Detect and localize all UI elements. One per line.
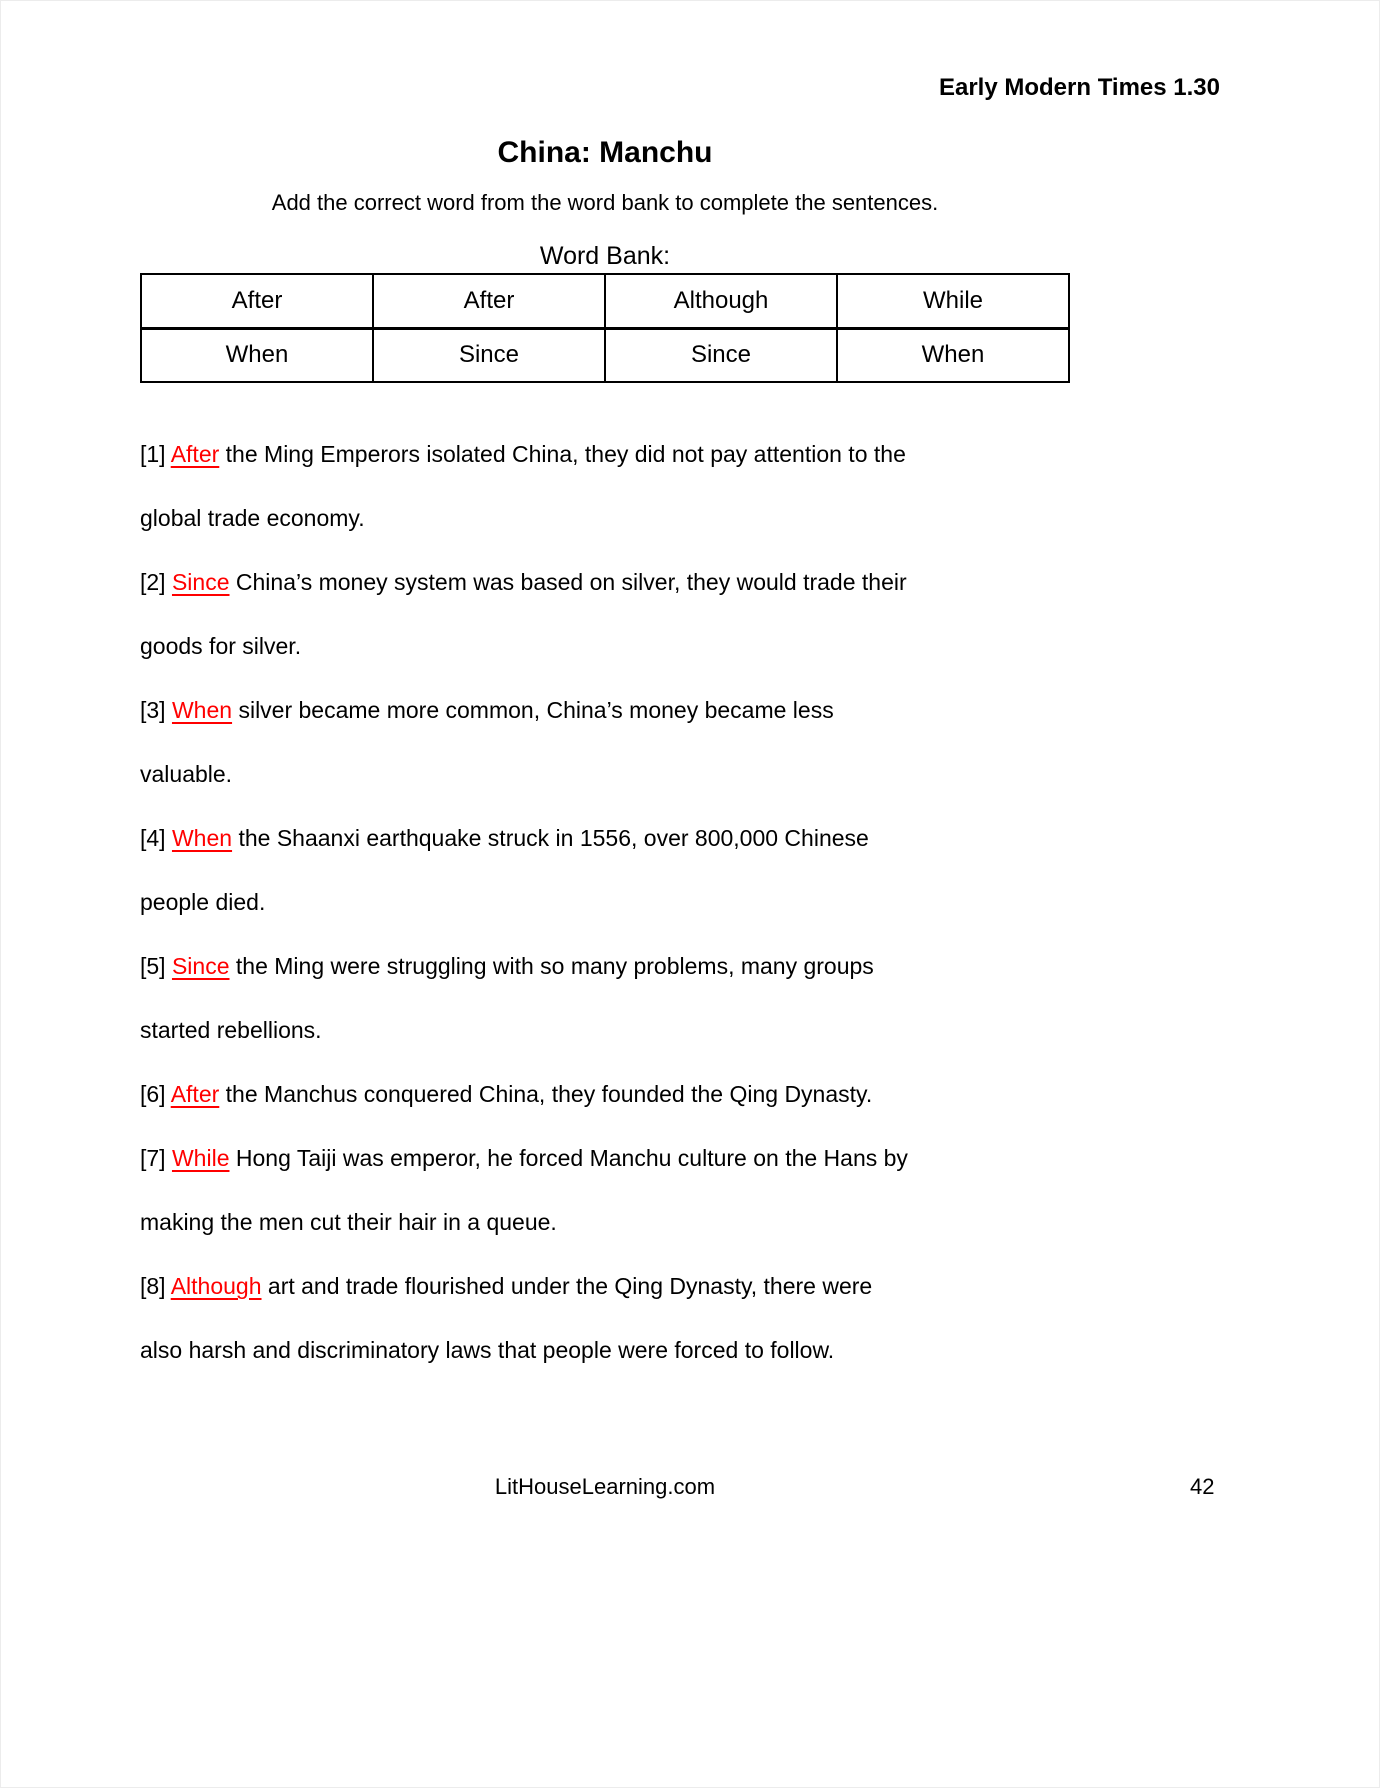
sentence-number: [5] — [140, 953, 166, 979]
answer-word: Although — [170, 1273, 262, 1299]
sentence-line: valuable. — [140, 761, 233, 787]
sentence-text: silver became more common, China’s money became less — [232, 697, 834, 723]
sentence-line: people died. — [140, 889, 266, 915]
sentence-8 — [140, 1254, 1100, 1382]
sentence-text: Hong Taiji was emperor, he forced Manchu culture on the Hans by — [229, 1145, 908, 1171]
sentence-line: also harsh and discriminatory laws that people were forced to follow. — [140, 1337, 835, 1363]
sentence-text: art and trade flourished under the Qing Dynasty, there were — [261, 1273, 873, 1299]
sentence-line — [140, 550, 1100, 614]
sentence-line — [140, 1254, 1100, 1318]
instructions-text: Add the correct word from the word bank to complete the sentences. — [271, 190, 939, 215]
word-bank-cell: Since — [605, 328, 837, 382]
word-bank-row — [141, 328, 1069, 382]
sentence-number: [7] — [140, 1145, 166, 1171]
sentence-4 — [140, 806, 1100, 934]
sentence-line: making the men cut their hair in a queue. — [140, 1209, 557, 1235]
footer-site-name: LitHouseLearning.com — [494, 1474, 716, 1499]
sentence-text: the Shaanxi earthquake struck in 1556, over 800,000 Chinese — [232, 825, 869, 851]
page-header-title: Early Modern Times 1.30 — [938, 74, 1220, 101]
sentence-text: the Ming Emperors isolated China, they did not pay attention to the — [219, 441, 906, 467]
word-bank-cell: Since — [373, 328, 605, 382]
sentence-2 — [140, 550, 1100, 678]
sentence-1 — [140, 422, 1100, 550]
word-bank-table — [140, 273, 1070, 383]
answer-word: When — [171, 697, 233, 723]
word-bank-cell: While — [837, 274, 1069, 328]
sentence-line: global trade economy. — [140, 505, 365, 531]
answer-word: After — [170, 1081, 220, 1107]
answer-word: After — [170, 441, 220, 467]
sentence-line — [140, 422, 1100, 486]
sentence-6 — [140, 1062, 1100, 1126]
answer-word: Since — [171, 569, 230, 595]
sentence-line: started rebellions. — [140, 1017, 322, 1043]
sentence-line — [140, 806, 1100, 870]
answer-word: Since — [171, 953, 230, 979]
word-bank-label: Word Bank: — [539, 242, 671, 270]
sentence-3 — [140, 678, 1100, 806]
sentence-number: [2] — [140, 569, 166, 595]
sentence-line — [140, 1062, 1100, 1126]
sentence-5 — [140, 934, 1100, 1062]
word-bank-cell: After — [141, 274, 373, 328]
word-bank-cell: When — [837, 328, 1069, 382]
sentence-line — [140, 934, 1100, 998]
sentence-number: [6] — [140, 1081, 166, 1107]
sentence-text: the Ming were struggling with so many problems, many groups — [229, 953, 874, 979]
sentence-number: [8] — [140, 1273, 166, 1299]
sentences-section — [140, 422, 1100, 1382]
word-bank-cell: When — [141, 328, 373, 382]
word-bank-cell: Although — [605, 274, 837, 328]
sentence-7 — [140, 1126, 1100, 1254]
word-bank-row — [141, 274, 1069, 328]
sentence-text: the Manchus conquered China, they founded the Qing Dynasty. — [219, 1081, 873, 1107]
footer-page-number: 42 — [1190, 1474, 1215, 1499]
answer-word: When — [171, 825, 233, 851]
sentence-number: [3] — [140, 697, 166, 723]
sentence-line: goods for silver. — [140, 633, 302, 659]
page-title: China: Manchu — [497, 136, 713, 169]
sentence-number: [4] — [140, 825, 166, 851]
word-bank-cell: After — [373, 274, 605, 328]
sentence-number: [1] — [140, 441, 166, 467]
sentence-line — [140, 678, 1100, 742]
sentence-line — [140, 1126, 1100, 1190]
answer-word: While — [171, 1145, 230, 1171]
sentence-text: China’s money system was based on silver, they would trade their — [229, 569, 907, 595]
